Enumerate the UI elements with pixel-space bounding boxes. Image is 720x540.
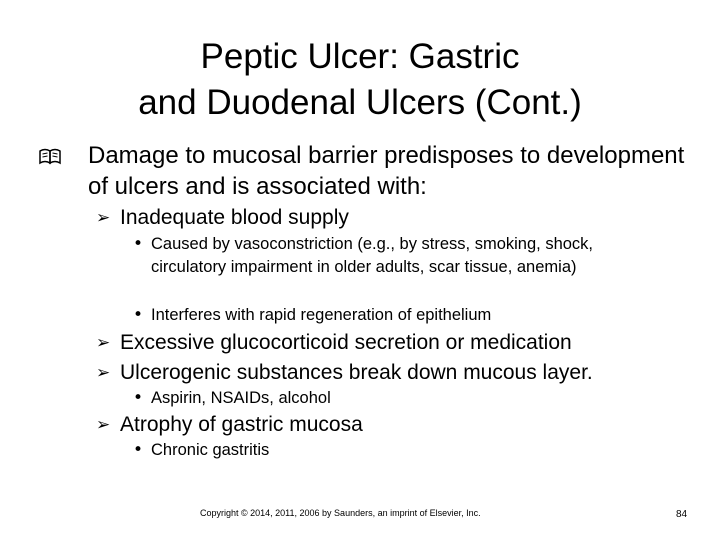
slide-title xyxy=(60,34,660,126)
page-number: 84 xyxy=(676,509,688,520)
dot-bullet-icon: • xyxy=(133,234,144,254)
detail-bullet-text: Chronic gastritis xyxy=(151,441,270,459)
sub-bullet-text: Excessive glucocorticoid secretion or medication xyxy=(120,331,572,354)
arrow-bullet-icon: ➢ xyxy=(96,208,111,228)
slide-title-line-1: Peptic Ulcer: Gastric xyxy=(200,37,520,76)
detail-bullet-text: Interferes with rapid regeneration of epithelium xyxy=(151,306,492,324)
sub-bullet-text: Inadequate blood supply xyxy=(120,206,349,229)
dot-bullet-icon: • xyxy=(133,305,144,325)
arrow-bullet-icon: ➢ xyxy=(96,333,111,353)
sub-bullet-text: Atrophy of gastric mucosa xyxy=(120,413,363,436)
arrow-bullet-icon: ➢ xyxy=(96,415,111,435)
dot-bullet-icon: • xyxy=(133,388,144,408)
arrow-bullet-icon: ➢ xyxy=(96,363,111,383)
detail-bullet-text: Aspirin, NSAIDs, alcohol xyxy=(151,389,331,407)
detail-bullet-text: Caused by vasoconstriction (e.g., by stress, smoking, shock, circulatory impairment in older adults, scar tissue, anemia) xyxy=(151,235,594,276)
copyright-footer: Copyright © 2014, 2011, 2006 by Saunders, an imprint of Elsevier, Inc. xyxy=(200,508,481,518)
slide-title-line-2: and Duodenal Ulcers (Cont.) xyxy=(138,83,582,122)
main-bullet-text: Damage to mucosal barrier predisposes to development of ulcers and is associated with: xyxy=(88,142,685,200)
sub-bullet-text: Ulcerogenic substances break down mucous layer. xyxy=(120,361,593,384)
book-icon xyxy=(38,143,64,169)
dot-bullet-icon: • xyxy=(133,440,144,460)
